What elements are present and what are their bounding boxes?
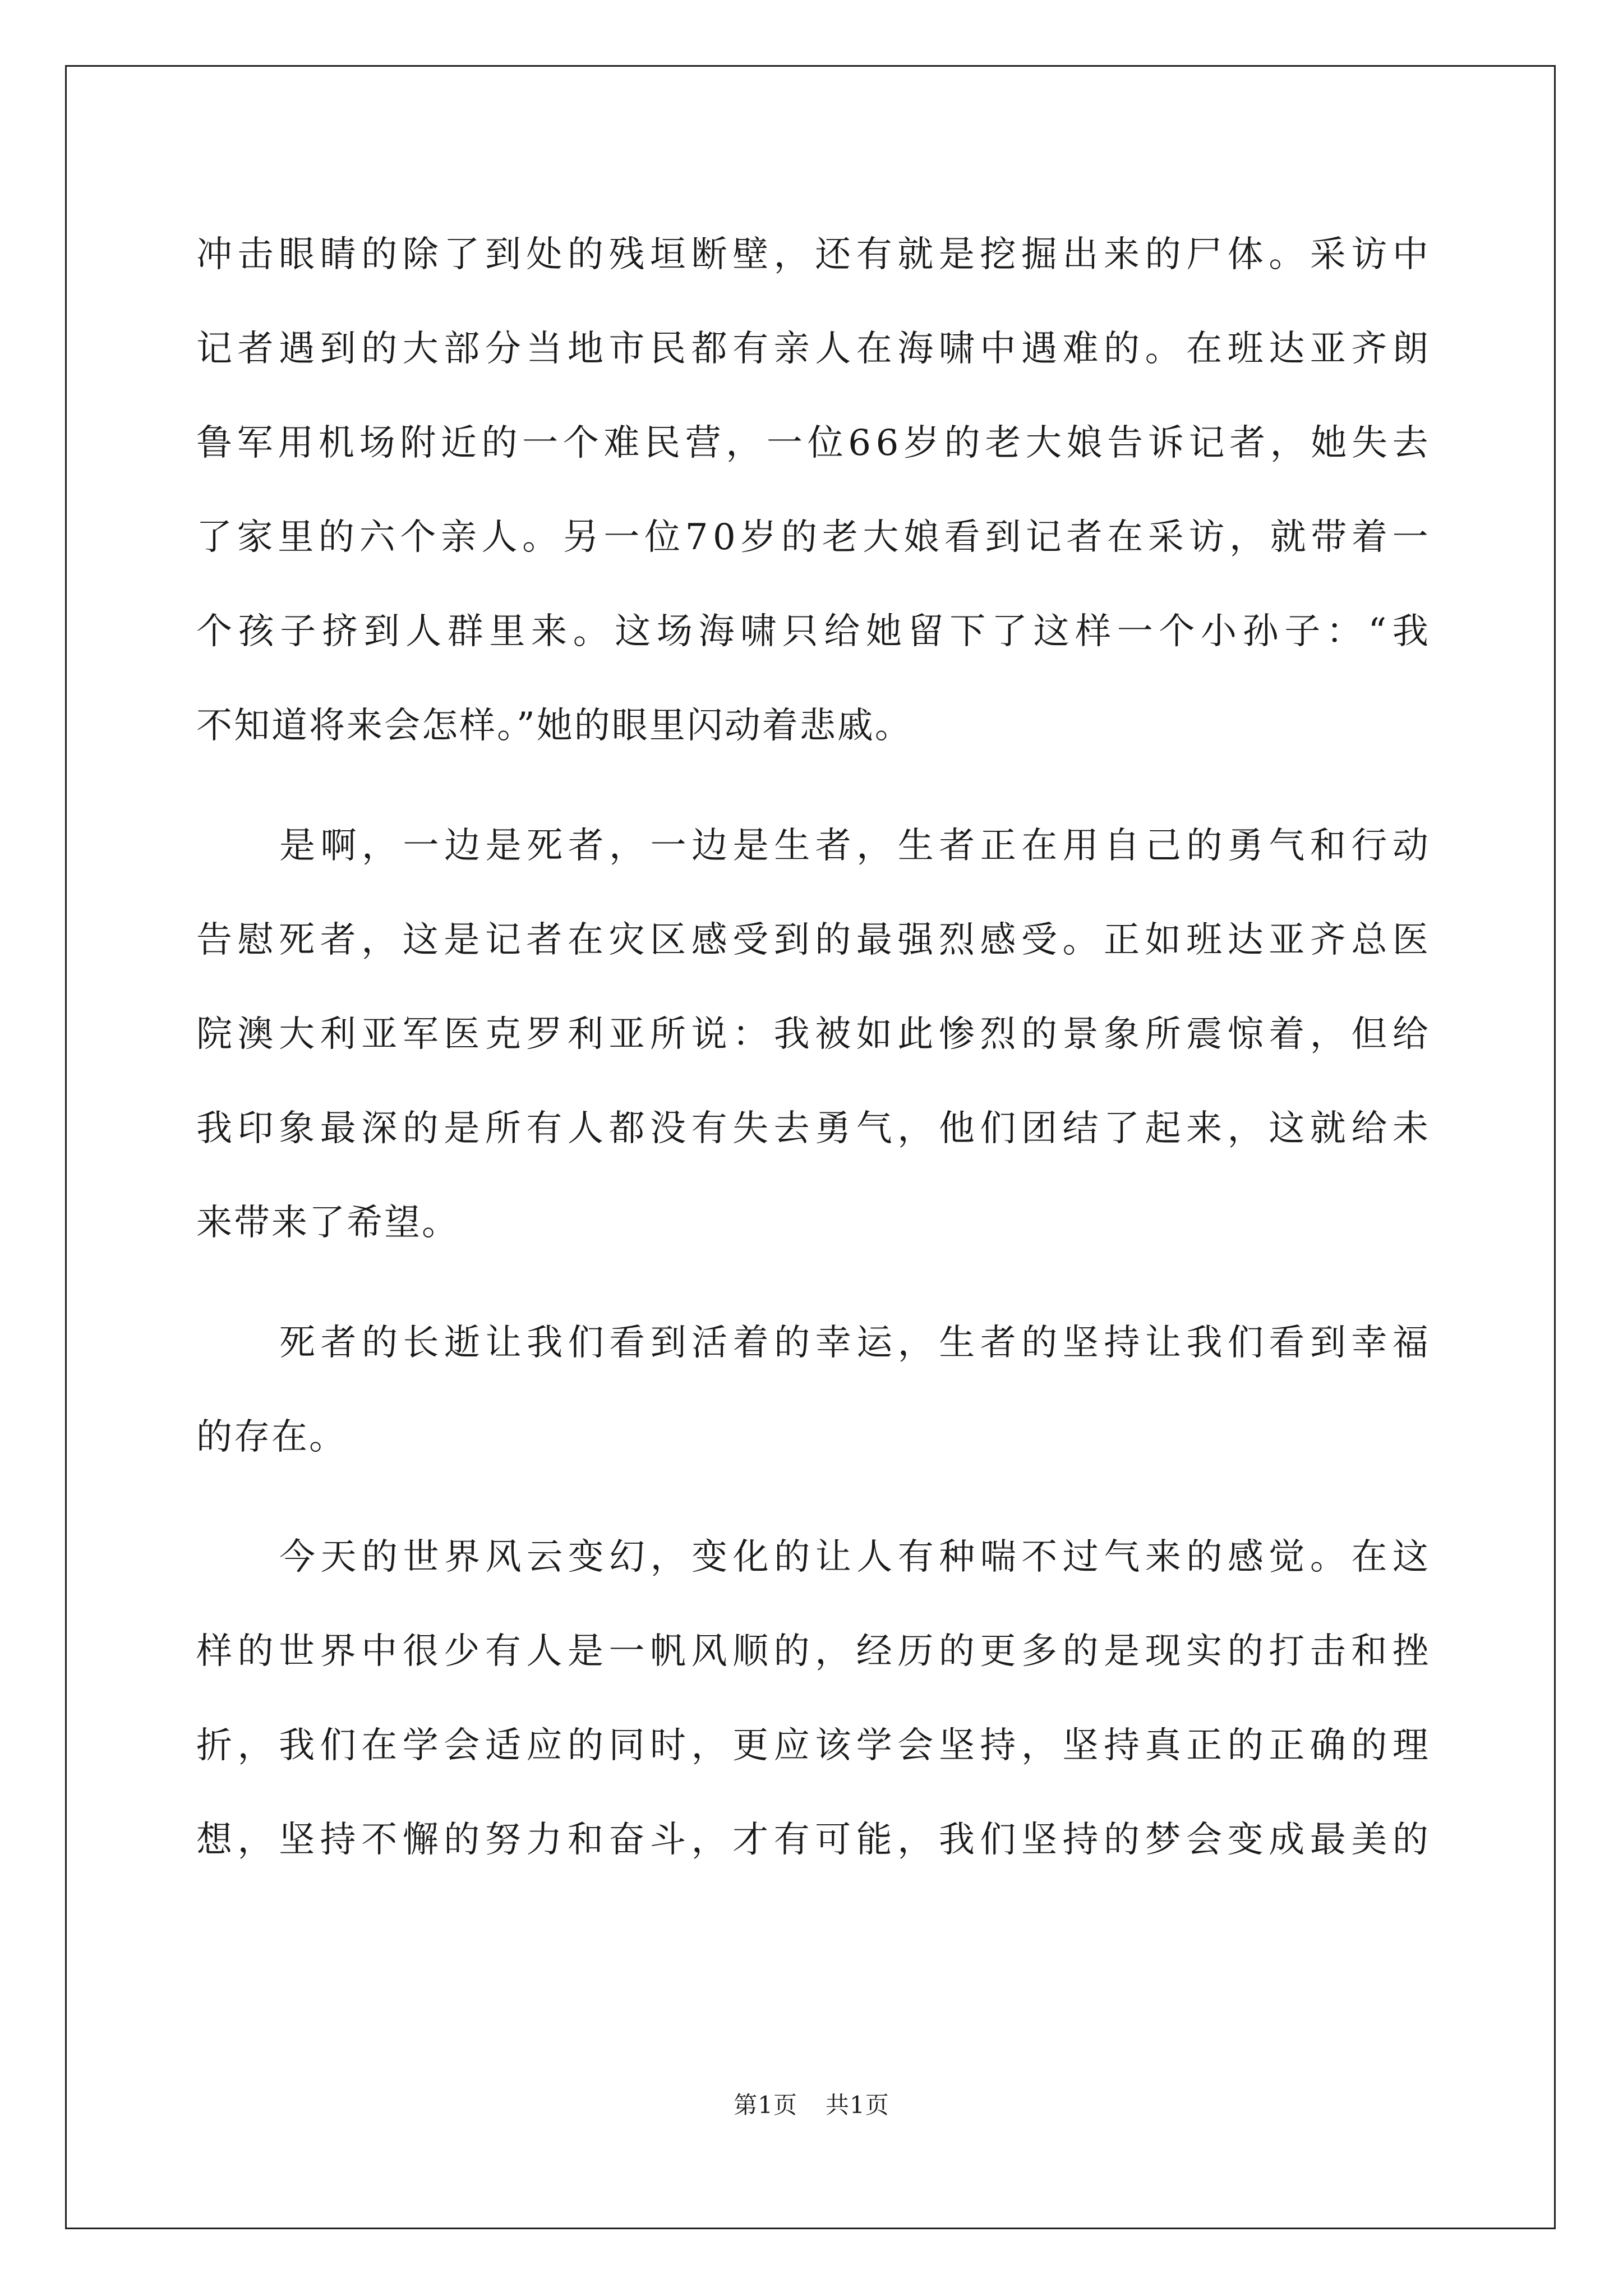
- text-line: 记 者 遇 到 的 大 部 分 当 地 市 民 都 有 亲 人 在 海 啸 中 遇 难 的 。 在 班 达 亚 齐 朗: [196, 328, 1430, 370]
- text-line: 我 印 象 最 深 的 是 所 有 人 都 没 有 失 去 勇 气 ， 他 们 团 结 了 起 来 ， 这 就 给 未: [196, 1108, 1430, 1149]
- paragraph: [196, 1296, 1430, 1484]
- text-line: 样 的 世 界 中 很 少 有 人 是 一 帆 风 顺 的 ， 经 历 的 更 多 的 是 现 实 的 打 击 和 挫: [196, 1631, 1430, 1672]
- text-line: 今 天 的 世 界 风 云 变 幻 ， 变 化 的 让 人 有 种 喘 不 过 气 来 的 感 觉 。 在 这: [279, 1536, 1430, 1578]
- text-line: 死 者 的 长 逝 让 我 们 看 到 活 着 的 幸 运 ， 生 者 的 坚 持 让 我 们 看 到 幸 福: [279, 1322, 1430, 1364]
- text-line: 不知道将来会怎样。”她的眼里闪动着悲戚。: [196, 705, 912, 747]
- paragraph: [196, 208, 1430, 773]
- paragraph: [196, 799, 1430, 1270]
- text-line: 的存在。: [196, 1416, 347, 1458]
- text-line: 院 澳 大 利 亚 军 医 克 罗 利 亚 所 说 ： 我 被 如 此 惨 烈 的 景 象 所 震 惊 着 ， 但 给: [196, 1014, 1430, 1055]
- document-body: [196, 208, 1430, 1887]
- page-footer: [0, 2087, 1623, 2120]
- text-line: 来带来了希望。: [196, 1202, 459, 1244]
- text-line: 了 家 里 的 六 个 亲 人 。 另 一 位 7 0 岁 的 老 大 娘 看 到 记 者 在 采 访 ， 就 带 着 一: [196, 517, 1430, 558]
- page-number: 第1页: [734, 2091, 797, 2119]
- text-line: 想 ， 坚 持 不 懈 的 努 力 和 奋 斗 ， 才 有 可 能 ， 我 们 坚 持 的 梦 会 变 成 最 美 的: [196, 1819, 1430, 1861]
- page-total: 共1页: [826, 2091, 889, 2119]
- text-line: 鲁 军 用 机 场 附 近 的 一 个 难 民 营 ， 一 位 6 6 岁 的 老 大 娘 告 诉 记 者 ， 她 失 去: [196, 422, 1430, 464]
- paragraph: [196, 1510, 1430, 1887]
- text-line: 冲 击 眼 睛 的 除 了 到 处 的 残 垣 断 壁 ， 还 有 就 是 挖 掘 出 来 的 尸 体 。 采 访 中: [196, 234, 1430, 275]
- text-line: 折 ， 我 们 在 学 会 适 应 的 同 时 ， 更 应 该 学 会 坚 持 ， 坚 持 真 正 的 正 确 的 理: [196, 1725, 1430, 1766]
- text-line: 是 啊 ， 一 边 是 死 者 ， 一 边 是 生 者 ， 生 者 正 在 用 自 己 的 勇 气 和 行 动: [279, 825, 1430, 867]
- text-line: 个 孩 子 挤 到 人 群 里 来 。 这 场 海 啸 只 给 她 留 下 了 这 样 一 个 小 孙 子 ： “ 我: [196, 611, 1430, 652]
- text-line: 告 慰 死 者 ， 这 是 记 者 在 灾 区 感 受 到 的 最 强 烈 感 受 。 正 如 班 达 亚 齐 总 医: [196, 919, 1430, 961]
